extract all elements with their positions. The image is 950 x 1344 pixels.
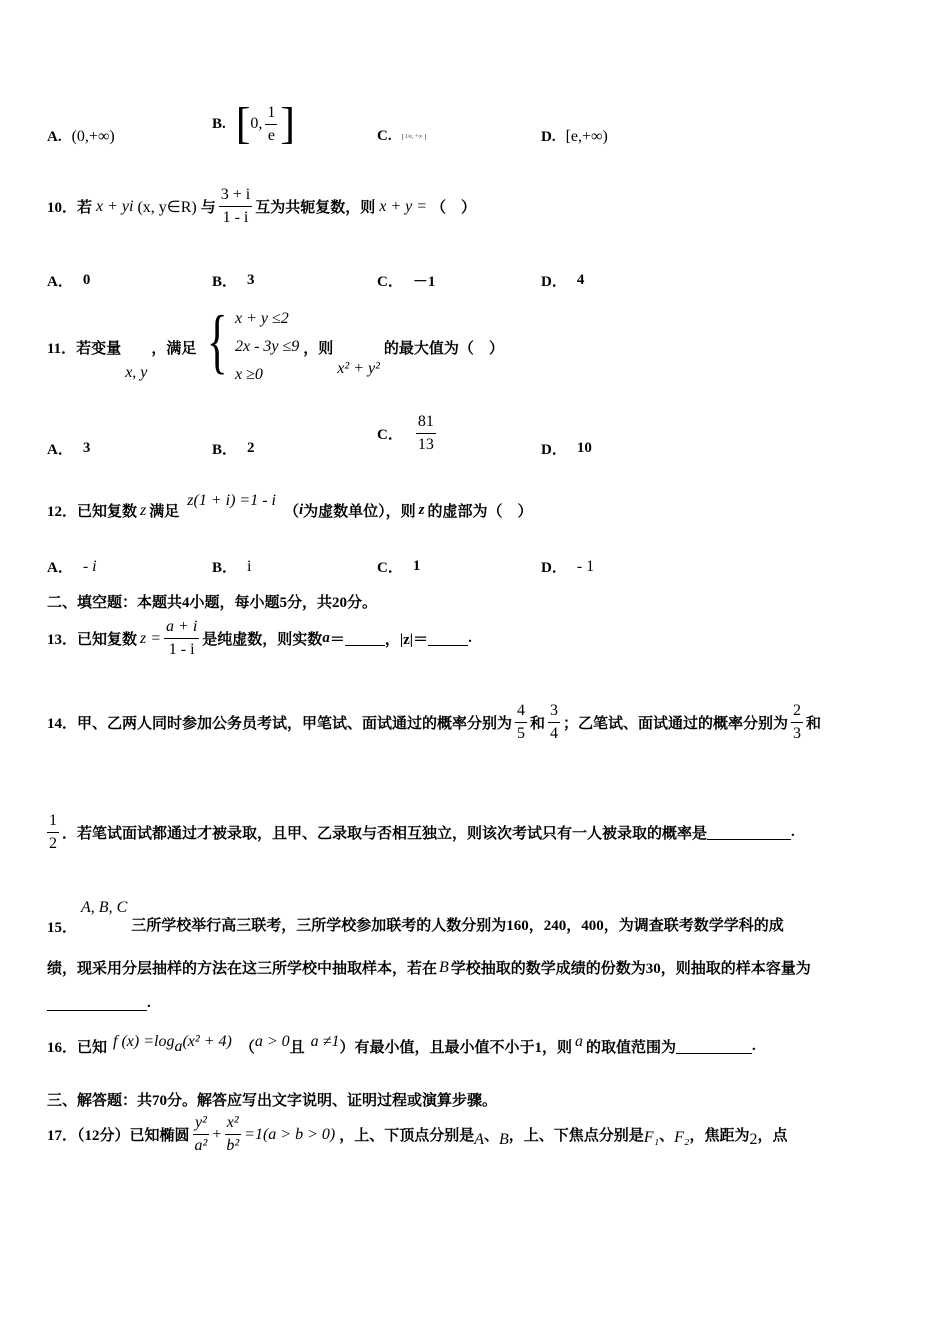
q11-a-val: 3 (82, 440, 91, 456)
q17-B: B (499, 1130, 509, 1148)
q9-d-math: [e,+∞) (565, 128, 608, 145)
q11-text2: ，则 (303, 340, 334, 357)
q16-text1: （ (239, 1040, 255, 1056)
q17-f1-num: y² (193, 1114, 209, 1135)
q11-c-num: 81 (416, 413, 436, 434)
q11-vars: x, y (125, 364, 148, 381)
q10-b-val: 3 (247, 272, 255, 288)
q14-f3-den: 3 (793, 725, 802, 742)
q11-brace: { (207, 301, 229, 381)
q13-fraction (164, 618, 199, 659)
q13-z: z = (140, 629, 162, 647)
q11-num: 11．若变量 (47, 340, 122, 357)
q10-end: （ ） (431, 200, 477, 216)
q17-text1: ，上、下顶点分别是 (339, 1128, 475, 1144)
q15-end: . (147, 995, 151, 1011)
q11-b-label: B． (212, 442, 238, 458)
q12-num: 12．已知复数 (47, 504, 138, 520)
q16-num: 16．已知 (47, 1040, 108, 1056)
question-12 (47, 491, 910, 521)
q12-option-d (541, 556, 594, 577)
q16-text2: 且 (289, 1040, 305, 1056)
q14-text2: ；乙笔试、面试通过的概率分别为 (563, 716, 789, 732)
question-14-line-2 (47, 812, 910, 853)
q10-option-a (47, 270, 90, 291)
q15-schools: A, B, C (81, 899, 128, 916)
q17-sep1: 、 (483, 1128, 499, 1144)
q13-blank-a[interactable] (345, 631, 385, 646)
q11-d-val: 10 (576, 440, 592, 456)
question-15-line-2 (47, 957, 910, 978)
q15-blank[interactable] (47, 996, 147, 1011)
q14-f2-num: 3 (548, 702, 560, 723)
q16-text4: 的取值范围为 (585, 1040, 676, 1056)
q11-b-val: 2 (247, 440, 255, 456)
q14-and1: 和 (530, 716, 546, 732)
q17-plus: + (212, 1125, 222, 1143)
q11-sys3: x ≥0 (234, 366, 263, 383)
q14-f1-den: 5 (517, 725, 526, 742)
q16-sub-a: a (174, 1037, 183, 1055)
q11-text1: ，满足 (151, 340, 197, 357)
question-14-line-1 (47, 702, 910, 743)
q10-a-label: A． (47, 274, 73, 290)
q11-option-c (377, 413, 439, 454)
q13-frac-den: 1 - i (168, 641, 195, 658)
q12-c-label: C． (377, 560, 403, 576)
q17-f1-den: a² (194, 1137, 208, 1154)
question-11 (47, 302, 910, 392)
q16-c2: a ≠1 (310, 1032, 340, 1050)
q10-text2: 互为共轭复数，则 (255, 200, 376, 216)
q9-b-left: 0, (250, 115, 263, 132)
q13-num: 13．已知复数 (47, 632, 138, 648)
q12-b-label: B． (212, 560, 238, 576)
q12-text1: 满足 (149, 504, 180, 520)
q15-line2a: 绩，现采用分层抽样的方法在这三所学校中抽取样本，若在 (47, 961, 438, 977)
q14-and2: 和 (806, 716, 822, 732)
q11-d-label: D． (541, 442, 567, 458)
q10-option-c (377, 270, 435, 291)
q11-c-fraction (416, 413, 436, 454)
q12-eq: z(1 + i) =1 - i (187, 491, 276, 509)
q14-frac-3 (791, 702, 803, 743)
q16-f2: (x² + 4) (182, 1032, 232, 1050)
q14-blank[interactable] (707, 825, 791, 840)
q14-frac-2 (548, 702, 560, 743)
q11-option-b (212, 438, 255, 459)
q9-a-label: A. (47, 128, 62, 145)
q9-option-a (47, 128, 115, 146)
q15-b: B (439, 958, 449, 976)
q14-line1: 14．甲、乙两人同时参加公务员考试，甲笔试、面试通过的概率分别为 (47, 716, 513, 732)
q16-c1: a > 0 (254, 1032, 290, 1050)
q17-F1: F₁ (643, 1128, 660, 1146)
q13-text3: ，|z|＝ (384, 632, 429, 648)
q9-b-den: e (267, 126, 275, 144)
q11-option-a (47, 438, 90, 459)
q9-b-num: 1 (265, 104, 277, 125)
q10-option-b (212, 270, 255, 291)
q16-blank[interactable] (676, 1039, 752, 1054)
q14-f2-den: 4 (550, 725, 559, 742)
q17-eq: =1(a > b > 0) (244, 1125, 336, 1143)
q14-f4-den: 2 (49, 835, 57, 852)
q14-f1-num: 4 (515, 702, 527, 723)
q9-b-close-bracket: ] (280, 99, 296, 148)
q9-option-c (377, 128, 426, 145)
q11-target: x² + y² (337, 360, 380, 377)
q14-frac-1 (515, 702, 527, 743)
q16-end: . (751, 1038, 756, 1054)
q12-d-label: D． (541, 560, 567, 576)
question-13 (47, 618, 910, 659)
question-15-line-1 (47, 894, 910, 938)
q17-frac-2 (224, 1114, 241, 1155)
q10-expr: x + yi (96, 197, 134, 215)
q11-text3: 的最大值为（ ） (383, 340, 504, 357)
q10-fraction (219, 186, 252, 227)
q10-option-d (541, 270, 584, 291)
q16-text3: ）有最小值，且最小值不小于1，则 (339, 1040, 572, 1056)
q12-a-label: A． (47, 560, 73, 576)
q12-text4: 的虚部为（ ） (427, 504, 533, 520)
q9-c-math: 1/e, +∞ (402, 134, 426, 140)
q10-c-label: C． (377, 274, 403, 290)
q11-system (200, 301, 300, 389)
q12-d-val: - 1 (576, 557, 595, 575)
q16-a: a (574, 1032, 583, 1050)
q12-option-b (212, 556, 251, 577)
q17-f2-den: b² (226, 1137, 240, 1154)
q12-text2: （ (283, 504, 299, 520)
q14-line2: ．若笔试面试都通过才被录取，且甲、乙录取与否相互独立，则该次考试只有一人被录取的概率是 (62, 826, 708, 842)
q10-frac-den: 1 - i (222, 209, 249, 226)
q9-option-b (212, 99, 296, 148)
q10-d-label: D． (541, 274, 567, 290)
q10-a-val: 0 (82, 272, 91, 288)
q10-c-val: －1 (412, 274, 436, 290)
q12-z: z (140, 501, 147, 519)
q17-frac-1 (193, 1114, 210, 1155)
q12-text3: 为虚数单位），则 (303, 504, 416, 520)
section-3-text: 三、解答题：共70分。解答应写出文字说明、证明过程或演算步骤。 (47, 1093, 498, 1109)
q12-option-c (377, 556, 420, 577)
q9-b-label: B. (212, 115, 226, 132)
q14-frac-4 (47, 812, 59, 853)
q15-line1: 三所学校举行高三联考，三所学校参加联考的人数分别为160，240，400，为调查联考数学学科的成 (131, 917, 784, 934)
q17-num: 17．（12分）已知椭圆 (47, 1128, 190, 1144)
q17-text4: ，点 (757, 1128, 788, 1144)
q9-b-fraction (265, 104, 277, 145)
q9-c-label: C. (377, 128, 392, 144)
q13-end: . (468, 630, 472, 646)
q9-d-label: D. (541, 128, 556, 145)
q14-end: . (791, 824, 795, 840)
q17-F2: F₂ (674, 1128, 690, 1146)
q10-d-val: 4 (576, 272, 585, 288)
q12-i: i (298, 502, 304, 518)
q10-cond: (x, y∈R) (137, 198, 197, 216)
q15-line2b: 学校抽取的数学成绩的份数为30，则抽取的样本容量为 (450, 961, 811, 977)
q9-a-math: (0,+∞) (71, 128, 115, 145)
q17-A: A (474, 1130, 484, 1148)
q12-a-val: - i (82, 557, 97, 575)
q11-a-label: A． (47, 442, 73, 458)
q12-b-val: i (247, 557, 252, 575)
q13-a: a (322, 630, 330, 646)
q17-text3: ，焦距为 (689, 1128, 750, 1144)
q13-text2: ＝ (329, 632, 345, 648)
q9-option-d (541, 128, 608, 146)
q9-b-open-bracket: [ (235, 99, 251, 148)
q10-num: 10．若 (47, 200, 93, 216)
section-2-text: 二、填空题：本题共4小题，每小题5分，共20分。 (47, 595, 378, 611)
q17-text2: ，上、下焦点分别是 (508, 1128, 644, 1144)
question-10 (47, 186, 910, 227)
q12-c-val: 1 (412, 558, 421, 574)
q11-sys-lines (235, 305, 299, 389)
q11-c-label: C． (377, 427, 403, 443)
section-2-heading (47, 591, 910, 612)
q17-f2-num: x² (225, 1114, 241, 1135)
q14-f3-num: 2 (791, 702, 803, 723)
q17-two: 2 (749, 1130, 758, 1148)
q11-c-den: 13 (417, 436, 434, 453)
question-17 (47, 1114, 910, 1155)
q10-expr2: x + y = (379, 197, 428, 215)
q12-option-a (47, 556, 97, 577)
q11-option-d (541, 438, 592, 459)
q11-sys1: x + y ≤2 (234, 310, 289, 327)
question-16 (47, 1032, 910, 1057)
q13-blank-z[interactable] (428, 631, 468, 646)
q10-b-label: B． (212, 274, 238, 290)
q12-z2: z (418, 502, 425, 518)
section-3-heading (47, 1089, 910, 1110)
q15-num: 15． (47, 919, 78, 936)
q10-mid: 与 (200, 200, 216, 216)
q17-sep2: 、 (659, 1128, 675, 1144)
question-15-line-3 (47, 995, 910, 1012)
q11-sys2: 2x - 3y ≤9 (234, 338, 300, 355)
q10-frac-num: 3 + i (219, 186, 252, 207)
q14-f4-num: 1 (47, 812, 59, 833)
q16-f: f (x) =log (113, 1032, 175, 1050)
q13-frac-num: a + i (164, 618, 199, 639)
q13-text1: 是纯虚数，则实数 (202, 632, 323, 648)
